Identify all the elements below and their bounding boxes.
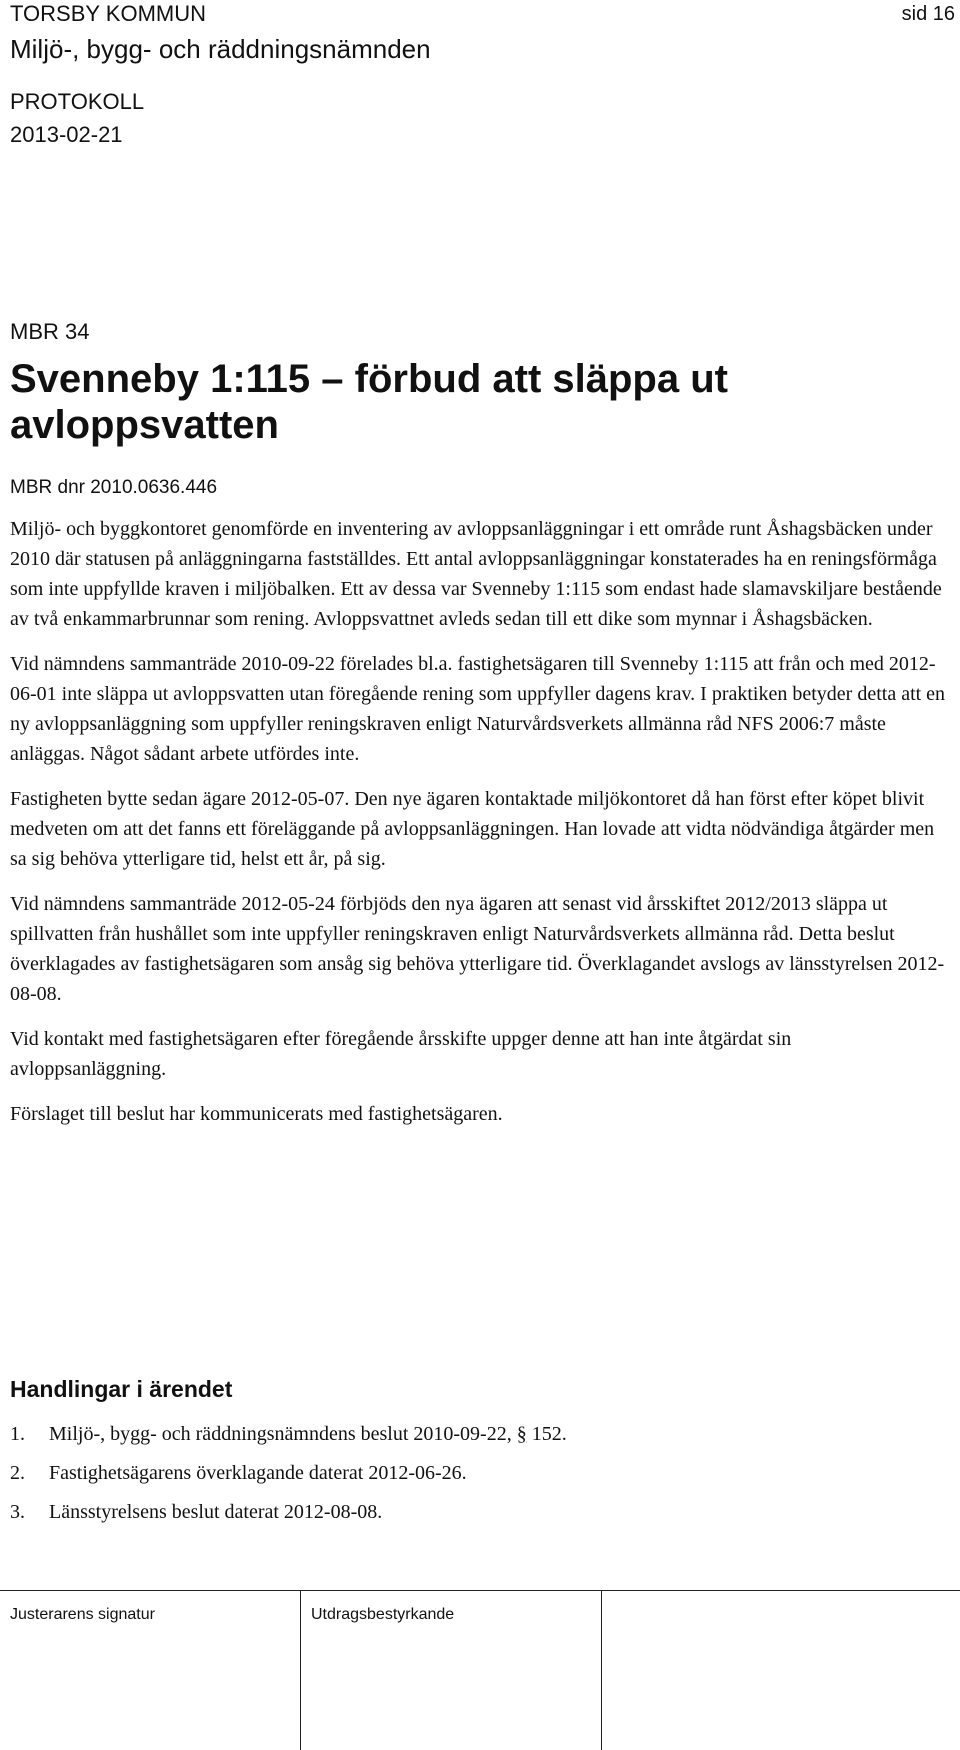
section-sign: § [516, 1423, 527, 1445]
protocol-date: 2013-02-21 [10, 122, 123, 147]
case-document-text: Miljö-, bygg- och räddningsnämndens beslut 2010-09-22, § 152. [49, 1423, 567, 1445]
case-document-number: 1. [10, 1423, 25, 1445]
paragraph-communication: Förslaget till beslut har kommunicerats med fastighetsägaren. [10, 1103, 503, 1125]
page-number: sid 16 [901, 3, 955, 25]
case-documents-list [10, 1419, 940, 1527]
paragraph-prohibition: Vid nämndens sammanträde 2012-05-24 förbjöds den nya ägaren att senast vid årsskiftet 2012/2013 släppa ut spillvatten från hushållet som inte uppfyller reningskraven enligt Naturvårdsverkets allmänna råd. Detta beslut överklagades av fastighetsägaren som ansåg sig behöva ytterligare tid. Överklagandet avslogs av länsstyrelsen 2012-08-08. [10, 893, 945, 1005]
paragraph-inventory: Miljö- och byggkontoret genomförde en inventering av avloppsanläggningar i ett område runt Åshagsbäcken under 2010 där statusen på anläggningarna fastställdes. Ett antal avloppsanläggningar konstaterades ha en reningsförmåga som inte uppfyllde kraven i miljöbalken. Ett av dessa var Svenneby 1:115 som endast hade slamavskiljare bestående av två enkammarbrunnar som rening. Avloppsvattnet avleds sedan till ett dike som mynnar i Åshagsbäcken. [10, 518, 942, 630]
case-document-item [10, 1458, 940, 1488]
case-reference: MBR dnr 2010.0636.446 [10, 477, 218, 498]
case-document-text: Fastighetsägarens överklagande daterat 2012-06-26. [49, 1462, 467, 1484]
document-header [10, 0, 955, 65]
case-description [10, 514, 950, 1144]
paragraph-injunction: Vid nämndens sammanträde 2010-09-22 förelades bl.a. fastighetsägaren till Svenneby 1:115 att från och med 2012-06-01 inte släppa ut avloppsvatten utan föregående rening som uppfyller dagens krav. I praktiken betyder detta att en ny avloppsanläggning som uppfyller reningskraven enligt Naturvårdsverkets allmänna råd NFS 2006:7 måste anläggas. Något sådant arbete utfördes inte. [10, 653, 946, 765]
section-number: MBR 34 [10, 319, 90, 344]
case-document-item [10, 1419, 940, 1449]
committee-name: Miljö-, bygg- och räddningsnämnden [10, 34, 431, 64]
paragraph-contact: Vid kontakt med fastighetsägaren efter föregående årsskifte uppger denne att han inte åtgärdat sin avloppsanläggning. [10, 1028, 792, 1080]
organization-name: TORSBY KOMMUN [10, 1, 206, 26]
paragraph-ownership-change: Fastigheten bytte sedan ägare 2012-05-07. Den nye ägaren kontaktade miljökontoret då han först efter köpet blivit medveten om att det fanns ett föreläggande på avloppsanläggningen. Han lovade att vidta nödvändiga åtgärder men sa sig behöva ytterligare tid, helst ett år, på sig. [10, 788, 935, 870]
case-document-number: 2. [10, 1462, 25, 1484]
document-type: PROTOKOLL [10, 89, 145, 114]
case-document-item [10, 1497, 940, 1527]
signature-label: Justerarens signatur [10, 1606, 155, 1623]
extract-verification-label: Utdragsbestyrkande [311, 1606, 455, 1623]
case-documents [10, 1374, 940, 1536]
case-title: Svenneby 1:115 – förbud att släppa ut avloppsvatten [10, 357, 728, 447]
case-documents-heading: Handlingar i ärendet [10, 1376, 233, 1402]
case-document-number: 3. [10, 1501, 25, 1523]
case-document-text: Länsstyrelsens beslut daterat 2012-08-08. [49, 1501, 383, 1523]
